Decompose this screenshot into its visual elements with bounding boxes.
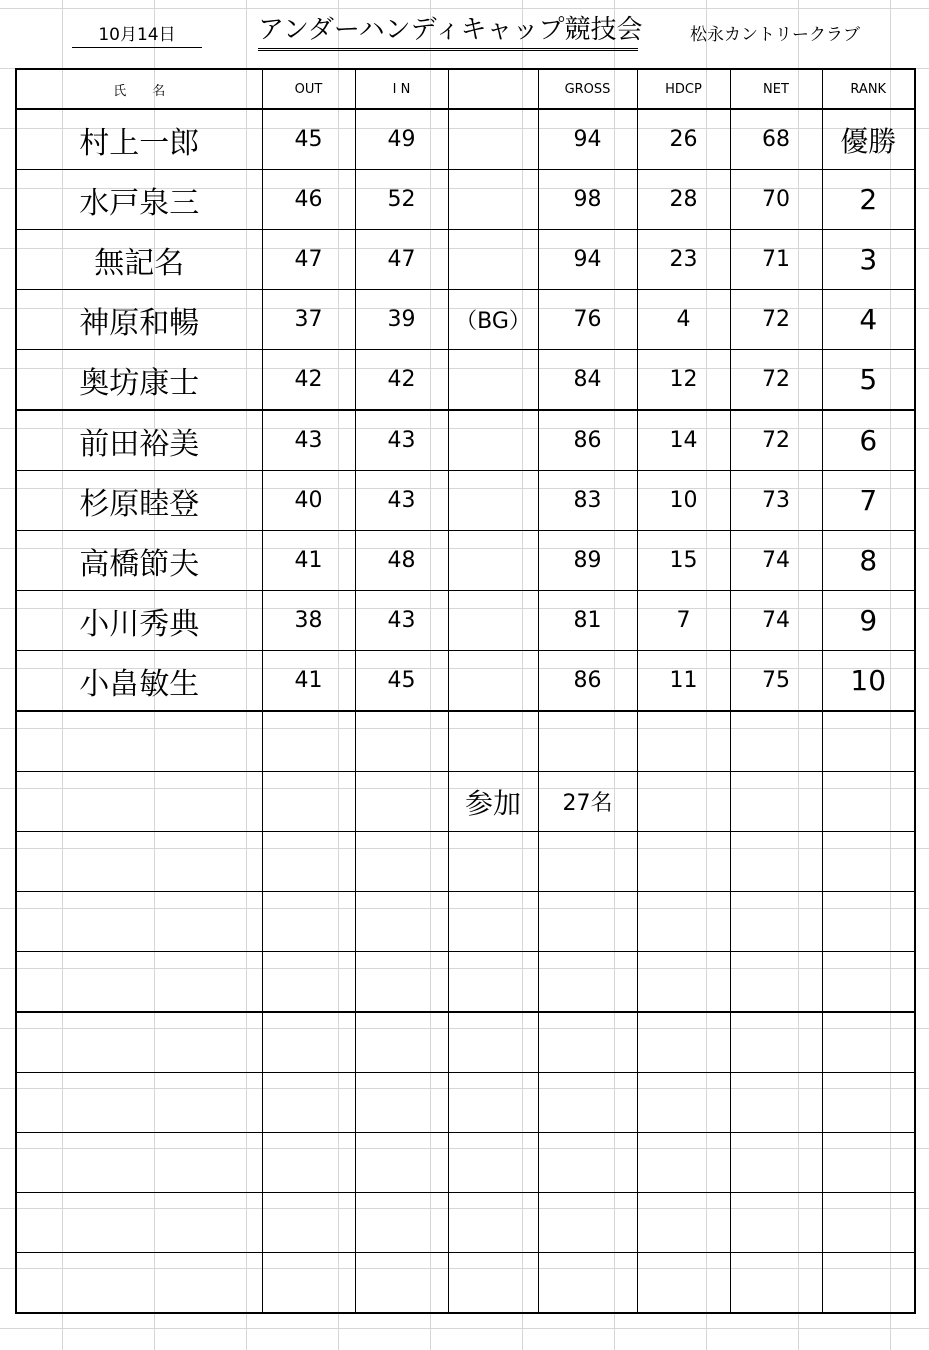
empty-cell <box>355 832 448 892</box>
empty-cell <box>730 1133 822 1193</box>
gross-score: 98 <box>538 170 637 230</box>
empty-cell <box>448 1073 538 1133</box>
net-score: 70 <box>730 170 822 230</box>
net-score: 74 <box>730 591 822 651</box>
empty-cell <box>448 892 538 952</box>
empty-cell <box>730 1073 822 1133</box>
player-name: 前田裕美 <box>16 410 262 471</box>
empty-cell <box>355 1012 448 1073</box>
note <box>448 170 538 230</box>
gross-score: 83 <box>538 471 637 531</box>
empty-cell <box>262 952 355 1013</box>
note <box>448 410 538 471</box>
rank-value: 4 <box>822 290 915 350</box>
gross-score: 81 <box>538 591 637 651</box>
rank-value: 6 <box>822 410 915 471</box>
in-score: 39 <box>355 290 448 350</box>
rank-value: 8 <box>822 531 915 591</box>
note <box>448 230 538 290</box>
empty-cell <box>355 772 448 832</box>
empty-cell <box>538 892 637 952</box>
note <box>448 531 538 591</box>
empty-row <box>16 832 915 892</box>
net-score: 72 <box>730 350 822 411</box>
hdcp-value: 10 <box>637 471 730 531</box>
empty-cell <box>822 1133 915 1193</box>
empty-cell <box>822 1012 915 1073</box>
gross-score: 94 <box>538 230 637 290</box>
player-name: 水戸泉三 <box>16 170 262 230</box>
empty-cell <box>730 772 822 832</box>
empty-cell <box>822 1073 915 1133</box>
hdcp-value: 28 <box>637 170 730 230</box>
note <box>448 350 538 411</box>
empty-cell <box>730 1012 822 1073</box>
empty-cell <box>637 1073 730 1133</box>
empty-cell <box>822 711 915 772</box>
in-score: 52 <box>355 170 448 230</box>
empty-row <box>16 1073 915 1133</box>
col-name-header: 氏 名 <box>16 69 262 109</box>
note <box>448 471 538 531</box>
out-score: 47 <box>262 230 355 290</box>
note <box>448 109 538 170</box>
in-score: 43 <box>355 471 448 531</box>
out-score: 40 <box>262 471 355 531</box>
empty-cell <box>16 772 262 832</box>
gross-score: 76 <box>538 290 637 350</box>
in-score: 43 <box>355 591 448 651</box>
net-score: 72 <box>730 410 822 471</box>
rank-value: 3 <box>822 230 915 290</box>
in-score: 48 <box>355 531 448 591</box>
player-name: 杉原睦登 <box>16 471 262 531</box>
gross-score: 84 <box>538 350 637 411</box>
hdcp-value: 4 <box>637 290 730 350</box>
empty-cell <box>355 1133 448 1193</box>
empty-cell <box>355 892 448 952</box>
empty-cell <box>355 711 448 772</box>
out-score: 41 <box>262 531 355 591</box>
empty-cell <box>448 711 538 772</box>
empty-cell <box>637 1193 730 1253</box>
gross-score: 86 <box>538 651 637 712</box>
out-score: 41 <box>262 651 355 712</box>
hdcp-value: 12 <box>637 350 730 411</box>
empty-cell <box>730 832 822 892</box>
empty-cell <box>637 1133 730 1193</box>
in-score: 42 <box>355 350 448 411</box>
rank-value: 10 <box>822 651 915 712</box>
empty-cell <box>538 952 637 1013</box>
empty-row <box>16 1193 915 1253</box>
note <box>448 651 538 712</box>
empty-cell <box>448 832 538 892</box>
player-name: 奥坊康士 <box>16 350 262 411</box>
empty-cell <box>448 1133 538 1193</box>
empty-cell <box>730 1253 822 1314</box>
col-in-header: I N <box>355 69 448 109</box>
empty-cell <box>822 892 915 952</box>
empty-cell <box>262 1073 355 1133</box>
empty-cell <box>730 952 822 1013</box>
player-name: 神原和暢 <box>16 290 262 350</box>
empty-cell <box>262 1253 355 1314</box>
empty-cell <box>448 952 538 1013</box>
empty-cell <box>730 1193 822 1253</box>
col-gross-header: GROSS <box>538 69 637 109</box>
empty-cell <box>538 1133 637 1193</box>
net-score: 75 <box>730 651 822 712</box>
empty-cell <box>448 1253 538 1314</box>
empty-cell <box>16 711 262 772</box>
empty-cell <box>637 892 730 952</box>
header-row <box>16 69 915 109</box>
empty-cell <box>262 832 355 892</box>
empty-cell <box>355 1193 448 1253</box>
empty-row <box>16 711 915 772</box>
empty-cell <box>16 1012 262 1073</box>
participants-row <box>16 772 915 832</box>
empty-cell <box>538 832 637 892</box>
net-score: 74 <box>730 531 822 591</box>
empty-cell <box>16 892 262 952</box>
empty-cell <box>730 711 822 772</box>
note <box>448 591 538 651</box>
empty-row <box>16 952 915 1013</box>
rank-value: 7 <box>822 471 915 531</box>
in-score: 45 <box>355 651 448 712</box>
club-name: 松永カントリークラブ <box>690 25 860 45</box>
empty-cell <box>16 1253 262 1314</box>
net-score: 72 <box>730 290 822 350</box>
table-row <box>16 651 915 712</box>
empty-row <box>16 1253 915 1314</box>
empty-cell <box>262 1133 355 1193</box>
empty-row <box>16 892 915 952</box>
empty-cell <box>262 1193 355 1253</box>
player-name: 村上一郎 <box>16 109 262 170</box>
empty-cell <box>262 1012 355 1073</box>
out-score: 38 <box>262 591 355 651</box>
empty-cell <box>448 1012 538 1073</box>
in-score: 47 <box>355 230 448 290</box>
empty-cell <box>822 832 915 892</box>
empty-cell <box>538 1193 637 1253</box>
empty-cell <box>448 1193 538 1253</box>
empty-cell <box>822 952 915 1013</box>
empty-cell <box>822 1193 915 1253</box>
rank-value: 9 <box>822 591 915 651</box>
gross-score: 94 <box>538 109 637 170</box>
gross-score: 86 <box>538 410 637 471</box>
table-row <box>16 170 915 230</box>
table-row <box>16 230 915 290</box>
out-score: 43 <box>262 410 355 471</box>
empty-cell <box>637 832 730 892</box>
in-score: 49 <box>355 109 448 170</box>
rank-value: 2 <box>822 170 915 230</box>
gross-score: 89 <box>538 531 637 591</box>
table-row <box>16 591 915 651</box>
empty-cell <box>637 952 730 1013</box>
hdcp-value: 11 <box>637 651 730 712</box>
net-score: 73 <box>730 471 822 531</box>
in-score: 43 <box>355 410 448 471</box>
net-score: 68 <box>730 109 822 170</box>
participants-count: 27名 <box>538 772 637 832</box>
out-score: 42 <box>262 350 355 411</box>
player-name: 高橋節夫 <box>16 531 262 591</box>
results-table <box>15 68 916 1314</box>
table-row <box>16 350 915 411</box>
table-row <box>16 410 915 471</box>
empty-cell <box>16 1193 262 1253</box>
rank-value: 優勝 <box>822 109 915 170</box>
empty-cell <box>16 832 262 892</box>
player-name: 無記名 <box>16 230 262 290</box>
participants-label: 参加 <box>448 772 538 832</box>
event-title: アンダーハンディキャップ競技会 <box>258 14 638 51</box>
out-score: 45 <box>262 109 355 170</box>
col-hdcp-header: HDCP <box>637 69 730 109</box>
empty-cell <box>16 952 262 1013</box>
table-row <box>16 109 915 170</box>
empty-cell <box>538 1253 637 1314</box>
empty-cell <box>538 1073 637 1133</box>
empty-row <box>16 1012 915 1073</box>
empty-cell <box>637 711 730 772</box>
table-row <box>16 531 915 591</box>
empty-cell <box>822 772 915 832</box>
event-date: 10月14日 <box>72 24 202 48</box>
empty-cell <box>355 952 448 1013</box>
empty-row <box>16 1133 915 1193</box>
empty-cell <box>262 711 355 772</box>
empty-cell <box>538 711 637 772</box>
empty-cell <box>538 1012 637 1073</box>
hdcp-value: 26 <box>637 109 730 170</box>
empty-cell <box>355 1253 448 1314</box>
empty-cell <box>262 772 355 832</box>
net-score: 71 <box>730 230 822 290</box>
hdcp-value: 14 <box>637 410 730 471</box>
out-score: 37 <box>262 290 355 350</box>
table-row <box>16 290 915 350</box>
note: （BG） <box>448 290 538 350</box>
col-net-header: NET <box>730 69 822 109</box>
empty-cell <box>637 772 730 832</box>
col-rank-header: RANK <box>822 69 915 109</box>
empty-cell <box>262 892 355 952</box>
empty-cell <box>637 1253 730 1314</box>
player-name: 小川秀典 <box>16 591 262 651</box>
hdcp-value: 23 <box>637 230 730 290</box>
hdcp-value: 15 <box>637 531 730 591</box>
empty-cell <box>16 1073 262 1133</box>
hdcp-value: 7 <box>637 591 730 651</box>
empty-cell <box>730 892 822 952</box>
col-out-header: OUT <box>262 69 355 109</box>
out-score: 46 <box>262 170 355 230</box>
rank-value: 5 <box>822 350 915 411</box>
player-name: 小畠敏生 <box>16 651 262 712</box>
empty-cell <box>637 1012 730 1073</box>
table-row <box>16 471 915 531</box>
col-note-header <box>448 69 538 109</box>
empty-cell <box>822 1253 915 1314</box>
empty-cell <box>16 1133 262 1193</box>
empty-cell <box>355 1073 448 1133</box>
